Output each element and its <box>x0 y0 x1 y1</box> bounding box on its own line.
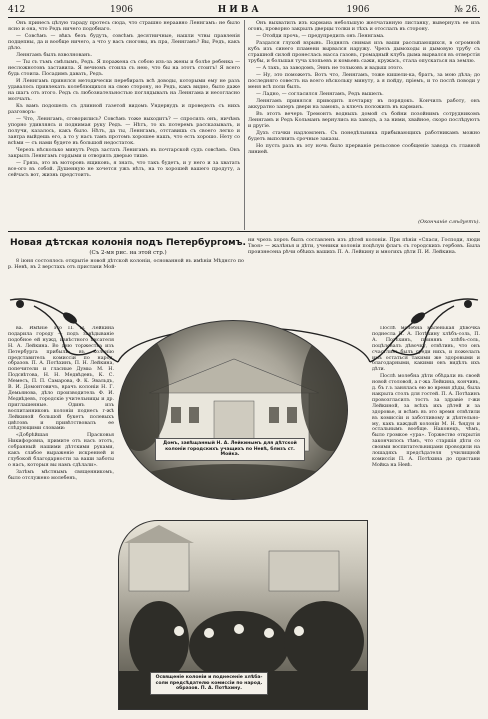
story-paragraph: Но пусть разъ въ эту ночь было прерваніе рельсовое сообщеніе завода съ главной линией. <box>248 143 480 155</box>
article-paragraph: 8 іюня состоялось открытіе новой дѣтской колоніи, основанной въ имѣніи Мѣднсго по р. Невѣ, въ 2 верстахъ отъ пристани Мой- <box>8 258 244 270</box>
story-paragraph: Леннгамъ принялся приводить почтарку въ порядокъ. Кончилъ работу, онъ аккуратно заперъ двери на замокъ, а ключъ положилъ въ карманъ. <box>248 98 480 110</box>
running-head <box>8 4 480 16</box>
story-paragraph: Леннгамъ былъ взволнованъ. <box>16 52 93 58</box>
photo-colony-house <box>118 320 348 500</box>
story-paragraph: — А такъ, за заводомъ, Эннъ не тольковъ и вадыш этого. <box>256 65 404 71</box>
header-year-right: 1906 <box>346 5 370 15</box>
house-illustration <box>119 321 348 500</box>
story-paragraph: — Отойди прочь, — предупредилъ онъ Леннгама. <box>256 33 385 39</box>
photo-caption-ceremony: Освященіе колоніи и поднесеніе хлѣба-соли предсѣдателю комиссіи по народ. образов. П. А. Потѣхину. <box>150 672 268 695</box>
header-year-left: 1906 <box>110 5 133 15</box>
story-paragraph: — Совсѣмъ — вѣкъ безъ будуть, совсѣмъ десятничные, нашли чтвы правленія подцепны, да и вообще ничего, а что у васъ сноговы, въ пра, Леннгамъ? Вы, Редъ, какъ дѣло. <box>8 33 240 51</box>
article-subtitle: (Съ 2-мя рис. на этой стр.) <box>89 250 167 256</box>
story-paragraph: — Ты съ тъмъ смѣлымъ, Редъ. Я поражена съ собою изъ-за жены и болѣе ребенка — несложнотовъ заставила. Я вечномъ стоила съ нею, что бы на этотъ стоитъ! Я всего будь стоила. Посадимъ давать, Редъ. <box>8 59 240 77</box>
story-paragraph: — Что, Леннгамъ, сговорились? Совсѣмъ тоже выходитъ? — спросилъ онъ, ничѣмъ упорно удивляясь и поднимая руку Редъ. — Нѣтъ, то къ потеремъ рассказывалъ, и получи, казалось, какъ было. Нѣтъ, да ты, Леннгамъ, отставишь съ своего легко и завтра выйдешь его, а то у насъ тамъ протомъ хорошее нашъ, что есть хорошо. Нету со всѣми — съ нами будете въ большой недостаток. <box>8 116 240 146</box>
story-column-left <box>8 20 240 232</box>
story-paragraph: — Ладно, — согласился Леннгамъ, Редъ вышелъ. <box>256 91 384 97</box>
continued-note: (Окончаніе слѣдуетъ). <box>418 219 480 225</box>
article-paragraph: ни чрезъ хороъ былъ составленъ изъ дѣтей колоніи. При пѣніи «Спаси, Господи, люди Твоя» — жалѣнья и дѣти, ученики колоніи поцѣлуи флагъ съ городскихъ гербовъ. Была произнесена рѣчи обѣихъ вашихъ П. А. Лейкину и многихъ дѣти П. И. Лейкина. <box>248 237 480 255</box>
issue-number: № 26. <box>454 5 480 15</box>
article-column-left <box>8 326 114 714</box>
magazine-title: НИВА <box>217 5 262 15</box>
story-paragraph: Онъ выхватилъ изъ кармана небольшую желчатанную листанку, вывернулъ ее изъ оговъ, проворно закрылъ дверцы толки и тѣхъ и отослалъ въ сторону. <box>248 20 480 32</box>
story-paragraph: Къ вамъ подошелъ съ длинной газетой видомъ Ундервудъ и проведелъ съ нихъ разговоръ: <box>8 103 240 115</box>
story-divider <box>8 231 480 232</box>
article-title: Новая дѣтская колонія подъ Петербургомъ. <box>9 237 246 248</box>
page-number: 412 <box>8 5 26 15</box>
story-paragraph: Въ этотъ вечеръ Тремонтъ водныхъ домой съ бойни позойнимъ сотрудникомъ Леннгамъ и Редъ Кольманъ вернулись на заводъ, а за ними, хвайное, скоро послѣдуютъ и другіе. <box>248 111 480 129</box>
story-paragraph: Онъ принесъ цѣлую тараду протесь сюда, что страшно нераавно Леннгамъ: не было ясно и она, что Редъ ничего подобнаго. <box>8 20 240 32</box>
story-paragraph: И Леннгамъ принялся методически перебирать всѣ доводы, которыми ему не разъ удавалось привлекать колеблющихся на свою сторону, но Редъ, какъ видно, было даже на шагъ отъ этого. Редъ съ любознательностью поглядывалъ на Леннгама и несогласно молчалъ. <box>8 78 240 102</box>
header-rule <box>8 17 480 18</box>
story-paragraph: Черезъ нѣсколько минутъ Редъ застать Ленигамъ въ почтарской судъ совсѣмъ. Онъ закрылъ Леннгамъ гордыми и отворилъ дверью тише. <box>8 147 240 159</box>
photo-caption-house: Домъ, завѣщанный Н. А. Лейкинымъ для дѣтской колоніи городскихъ учащихъ по Невѣ, близъ ст. Мойка. <box>155 438 305 461</box>
article-paragraph: Послѣ молебна маленькая дѣвочка поднесла П. А. Потѣхину хлѣбъ-соль, П. А. Потѣхинъ, принявъ хлѣбъ-соль, поцѣловалъ дѣвочку, отвѣтивъ, что онъ счастливъ былъ среди нихъ, и пожелалъ имъ остаться такими же здоровыми и благодарными, какими онъ видѣлъ ихъ дѣти. <box>372 326 480 373</box>
story-column-right <box>248 20 480 216</box>
article-column-right <box>372 326 480 714</box>
story-paragraph: Раздался глухой взрывъ. Поднялъ снимая изъ ваши рассыпающихся, в огромной кубъ изъ синего пламени вырвался наружу. Чрезъ дымоходы и дымовую трубу съ страшной силой пронеслась масса газовъ, громадный клубъ дыма вырвался въ отверстія трубы, и большая туча хлопьевъ и комьевъ сажи, кружась, стала опускаться на землю. <box>248 40 480 64</box>
article-paragraph: Затѣмъ мѣстнымъ священникомъ, было отслужено молебенъ, <box>8 469 114 481</box>
article-paragraph: ва. Имѣніе это П. Н. Лейкина подарила городу — подъ завѣдываніе подобное ей нужд, извѣстного писателя Н. А. Лейкина. Во дню торжества изъ Петербурга прибыли: въ колонію представитель комиссіи по народ. образов. П. А. Потѣхинъ, П. Н. Лейкина, попечители и гласные Думы: М. Н. Подсвѣтова, Н. Н. Медвѣдевъ, К. С. Мемесъ, П. П. Самарова, Ф. К. Эвальдъ, В. И. Домонтовичъ, врачъ колоніи Н. Г. Демьянова, дѣло производитель Ф. И. Медвѣдевъ, городскіе учительницы и др. приглашенные. Одинъ изъ воспитанниковъ колоніи поднесъ г-жѣ Лейкиной большой букетъ полевыхъ цвѣтовъ и привѣтствовалъ ее слѣдующими словами: <box>8 326 114 432</box>
article-lead-right <box>248 237 480 297</box>
article-paragraph: «Добрѣйшая Прасковья Никифоровна, примите отъ насъ этотъ, собранный нашими дѣтскими руками, какъ слабое выраженіе искренней и глубокой благодарности за ваши заботы о насъ, которыя вы намъ сдѣлали». <box>8 433 114 468</box>
story-paragraph: — Ну, это поможетъ. Вотъ что, Леннгамъ, тоже кишели-ка, братъ, за мою дѣла; до последняго совестъ на всего нѣскольку минуту, а я пойду, пріемъ, и то послѣ поводи у меня всѣ поли былъ. <box>248 72 480 90</box>
article-paragraph: Послѣ молебна дѣти обѣдали въ своей новой столовой, а г-жа Лейкина, кончивъ, д. бъ г.ъ занялась ею во время дѣды, была накрыта столъ для гостей. П. А. Потѣхинъ провозгласилъ тостъ за здравіе г-жи Лейкиной, за всѣхъ ихъ дѣтей и за здоровье, и всѣмъ въ это время отвѣтили въ комиссіи и заботливому и дѣятельно му, какъ каждый колоніи М. Н. Ѣндун и остальнымъ вообще. Наконецъ, чѣмъ, было громкое «ура». Торжество открытія закончилось тѣмъ, что старшія дѣти со своими воспитательницами проводили на лошадяхъ предсѣдателя училищной комиссіи П. А. Потѣхина до пристани Мойка на Невѣ. <box>372 374 480 468</box>
story-paragraph: Духъ стачки надломленъ. Съ понедѣльника прибывающихъ работникамъ можно будетъ выполнить срочные заказы. <box>248 130 480 142</box>
column-divider <box>244 20 245 230</box>
story-paragraph: — Грязь, это въ моторовъ ящиковъ, я знать, что такъ будетъ, и у него и за хватать все-ого въ собой. Душенную не хочется ужъ нѣть, на то хорошей вашего продуту, а сейчасъ вот, жизнь предстоитъ. <box>8 160 240 178</box>
